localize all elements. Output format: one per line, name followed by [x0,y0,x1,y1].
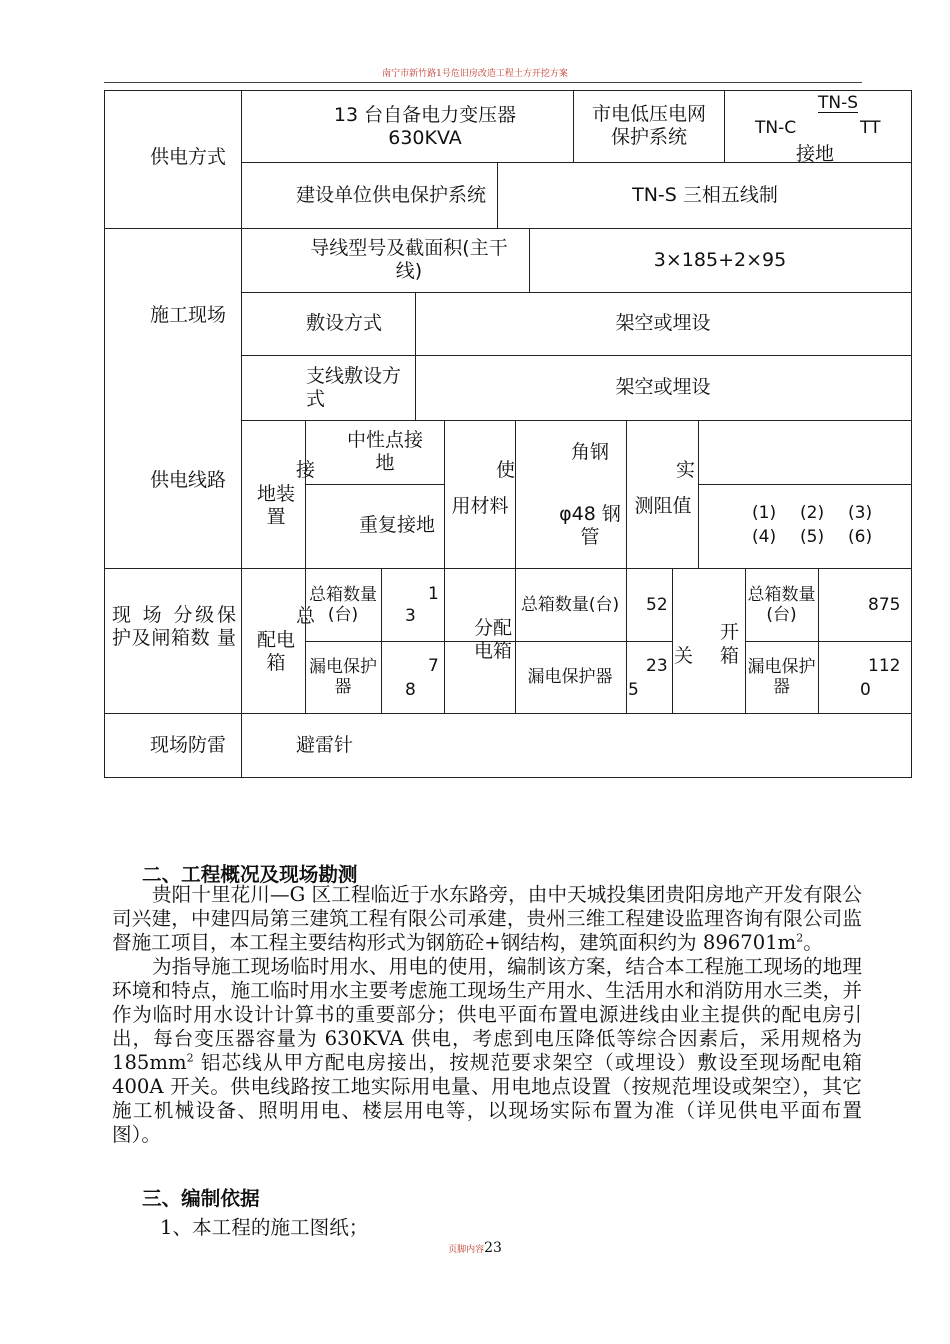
footer-label: 页脚内容 [448,1245,485,1255]
switch-char-1: 开 [720,621,740,643]
main-box-char: 总 [296,605,316,627]
p1-superscript: 2 [796,931,804,945]
p2-superscript: 2 [186,1051,194,1065]
site-label: 施工现场 [150,303,227,326]
laying-method-label: 敷设方式 [306,312,383,334]
table-border-right [911,90,912,777]
row-line [515,641,672,642]
row-line [241,420,911,421]
col-line [698,420,699,568]
col-line [626,420,627,713]
owner-protection-label: 建设单位供电保护系统 [296,183,487,206]
main-total-count-label: 总箱数量(台) [309,585,377,625]
resistance-5: (5) [800,527,825,547]
material-char: 使 [496,459,516,481]
steel-pipe-label: φ48 钢管 [559,503,621,548]
owner-protection-value: TN-S 三相五线制 [632,183,778,206]
page-number: 23 [484,1240,502,1256]
resistance-6: (6) [848,527,873,547]
neutral-ground-label: 中性点接地 [346,429,423,474]
switch-count: 875 [868,595,901,615]
switch-leak-b: 0 [860,680,871,700]
col-line [444,568,445,713]
switch-total-count-label: 总箱数量(台) [747,585,816,625]
ground-device-char: 接 [296,459,316,481]
main-count-a: 1 [428,584,439,604]
measure-char: 实 [676,459,696,481]
switch-leak-a: 112 [868,656,901,676]
col-line [444,420,445,568]
col-line [724,90,725,162]
main-leak-b: 8 [405,680,416,700]
p1-text: 贵阳十里花川—G 区工程临近于水东路旁，由中天城投集团贵阳房地产开发有限公司兴建，中建四局第三建筑工程有限公司承建，贵州三维工程建设监理咨询有限公司监督施工项目，本工程主要结构形式为钢筋砼+钢结构，建筑面积约为 896701m [112,883,862,954]
p2-text-b: 铝芯线从甲方配电房接出，按规范要求架空（或埋设）敷设至现场配电箱 400A 开关。供电线路按工地实际用电量、用电地点设置（按规范埋设或架空），其它施工机械设备、照明用电、楼层用电等，以现场实际布置为准（详见供电平面布置图）。 [112,1051,862,1146]
sub-leak-label: 漏电保护器 [527,667,613,687]
grid-system-label: 市电低压电网保护系统 [591,103,706,148]
table-border-left [104,90,105,777]
boxes-label: 现 场 分级保护及闸箱数 量 [112,604,236,649]
header-rule [104,82,862,83]
row-line [698,484,911,485]
col-line [672,568,673,713]
table-border-top [104,90,912,91]
grounding-label: 接地 [796,143,835,165]
tt-label: TT [860,118,881,138]
sub-count: 52 [646,595,668,615]
table-col-divider [241,90,242,777]
table-border-bottom [104,777,912,778]
p2-text-a: 为指导施工现场临时用水、用电的使用，编制该方案，结合本工程施工现场的地理环境和特点，施工临时用水主要考虑施工现场生产用水、生活用水和消防用水三类，并作为临时用水设计计算书的重要部分；供电平面布置电源进线由业主提供的配电房引出，每台变压器容量为 630KVA 供电，考虑到电压降低等综合因素后，采用规格为 185mm [112,955,862,1074]
sub-box-label: 分配电箱 [473,617,512,662]
transformer-cell: 13 台自备电力变压器 630KVA [333,104,517,149]
sub-leak-a: 23 [646,656,668,676]
branch-laying-value: 架空或埋设 [615,376,711,398]
switch-char-2: 关 [674,645,694,667]
branch-laying-label: 支线敷设方式 [306,365,402,410]
section3-heading: 三、编制依据 [142,1187,260,1210]
section3-item-1: 1、本工程的施工图纸； [160,1216,369,1239]
main-leak-a: 7 [428,656,439,676]
section2-paragraph-1 [112,883,862,955]
sub-leak-b: 5 [628,680,639,700]
resistance-3: (3) [848,503,873,523]
wire-spec-value: 3×185+2×95 [653,248,787,271]
row-line [305,484,444,485]
sub-total-count-label: 总箱数量(台) [520,595,620,615]
lightning-value: 避雷针 [296,733,354,756]
tnc-label: TN-C [755,118,797,138]
measure-label: 测阻值 [634,494,692,517]
repeat-ground-label: 重复接地 [358,513,435,536]
row-line [104,568,912,569]
p1-end: 。 [803,931,823,954]
section2-body [112,883,862,1147]
resistance-4: (4) [752,527,777,547]
supply-line-label: 供电线路 [150,468,227,491]
angle-steel-label: 角钢 [570,440,609,463]
switch-char-3: 箱 [720,645,740,667]
col-line [818,568,819,713]
col-line [573,90,574,162]
material-label: 用材料 [451,494,509,517]
lightning-label: 现场防雷 [150,733,227,756]
tns-label: TN-S [818,93,859,113]
wire-spec-label: 导线型号及截面积(主干线) [310,237,508,282]
page-footer [0,1240,950,1256]
main-count-b: 3 [405,606,416,626]
ground-device-label: 地装置 [256,483,295,528]
resistance-2: (2) [800,503,825,523]
power-supply-label: 供电方式 [150,145,227,168]
col-line [497,162,498,228]
section2-heading: 二、工程概况及现场勘测 [142,863,358,886]
main-leak-label: 漏电保护器 [309,657,377,697]
switch-leak-label: 漏电保护器 [747,657,816,697]
laying-method-value: 架空或埋设 [615,312,711,334]
page-header: 南宁市新竹路1号危旧房改造工程土方开挖方案 [382,69,568,79]
resistance-1: (1) [752,503,777,523]
row-line [745,641,911,642]
main-box-label: 配电箱 [256,629,295,674]
section2-paragraph-2 [112,955,862,1147]
col-line [381,568,382,713]
